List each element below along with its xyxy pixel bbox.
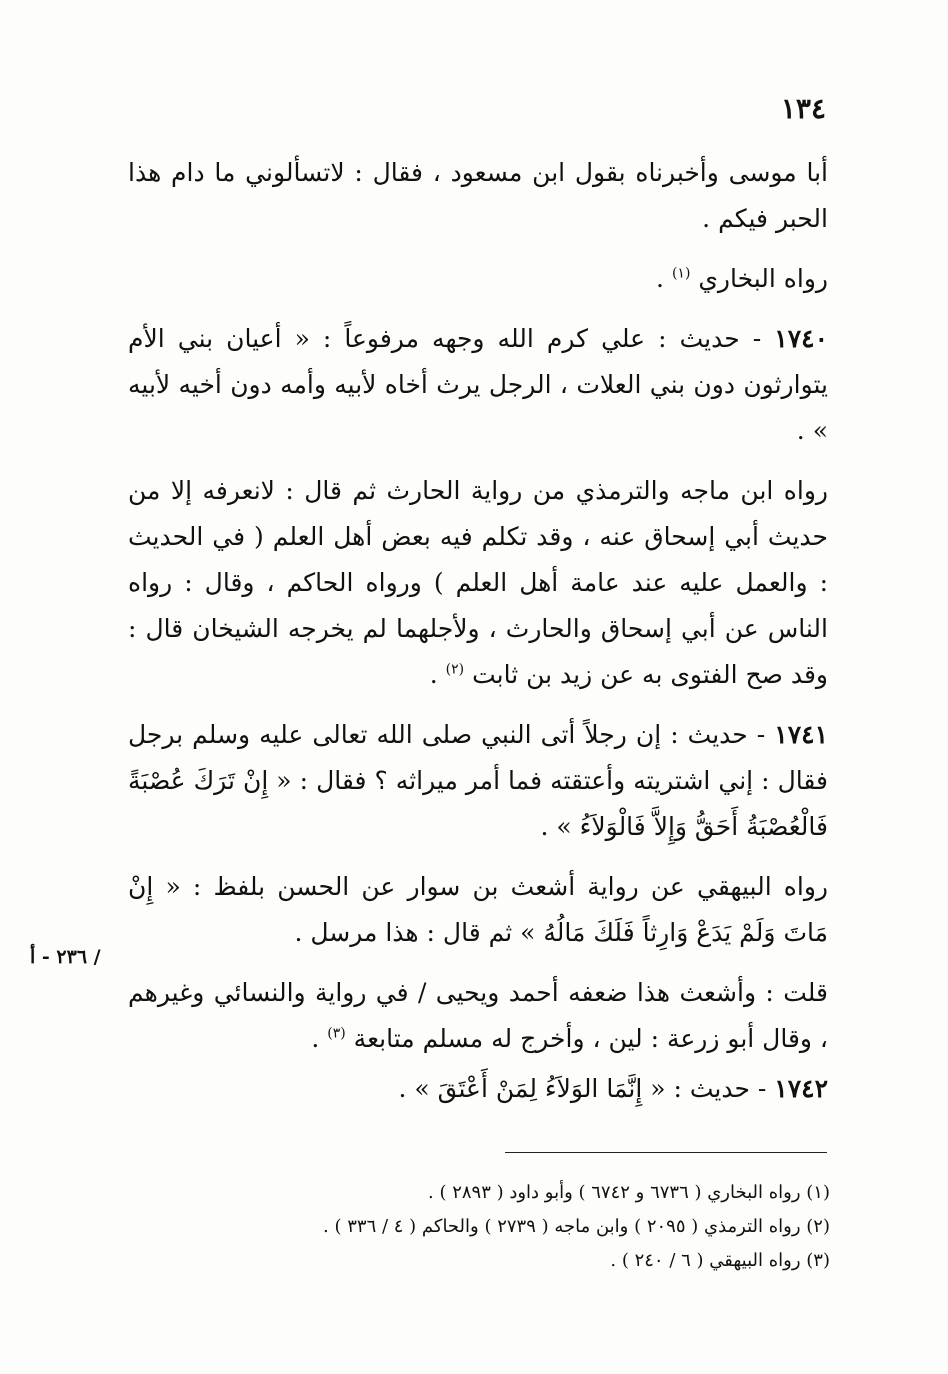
- page-number: ١٣٤: [780, 92, 826, 125]
- hadith-number: ١٧٤٢: [774, 1074, 828, 1103]
- paragraph-text: قلت : وأشعث هذا ضعفه أحمد ويحيى / في رواية والنسائي وغيرهم ، وقال أبو زرعة : لين ، وأخرج له مسلم متابعة: [128, 978, 828, 1053]
- footnote-ref: (١): [671, 265, 691, 282]
- paragraph-text: رواه البخاري: [698, 264, 828, 293]
- footnote-ref: (٣): [327, 1025, 346, 1042]
- hadith-1740: [128, 316, 828, 454]
- paragraph-continuation: [128, 150, 828, 242]
- paragraph-text: رواه ابن ماجه والترمذي من رواية الحارث ثم قال : لانعرفه إلا من حديث أبي إسحاق عنه ، وقد تكلم فيه بعض أهل العلم ( في الحديث : والعمل عليه عند عامة أهل العلم ) ورواه الحاكم ، وقال : رواه الناس عن أبي إسحاق والحارث ، ولأجلهما لم يخرجه الشيخان قال : وقد صح الفتوى به عن زيد بن ثابت: [128, 476, 828, 689]
- footnote-ref: (٢): [445, 661, 465, 678]
- paragraph-source: [128, 256, 828, 302]
- footnote-3: (٣) رواه البيهقي ( ٦ / ٢٤٠ ) .: [610, 1250, 830, 1271]
- paragraph-text: - حديث : « إِنَّمَا الوَلاَءُ لِمَنْ أَعْتَقَ » .: [398, 1074, 775, 1103]
- footnote-divider: [505, 1152, 827, 1153]
- paragraph-tail: .: [311, 1024, 328, 1053]
- paragraph-text: - حديث : إن رجلاً أتى النبي صلى الله تعالى عليه وسلم برجل فقال : إني اشتريته وأعتقته فما أمر ميراثه ؟ فقال : « إِنْ تَرَكَ عُصْبَةً فَالْعُصْبَةُ أَحَقُّ وَإِلاَّ فَالْوَلاَءُ » .: [128, 720, 828, 841]
- hadith-number: ١٧٤٠: [774, 324, 828, 353]
- footnote-2: (٢) رواه الترمذي ( ٢٠٩٥ ) وابن ماجه ( ٢٧٣٩ ) والحاكم ( ٤ / ٣٣٦ ) .: [323, 1216, 830, 1237]
- hadith-number: ١٧٤١: [774, 720, 828, 749]
- hadith-1741: [128, 712, 828, 850]
- footnotes: [130, 1176, 830, 1278]
- paragraph-tail: .: [429, 660, 446, 689]
- body-text: [128, 150, 828, 1126]
- hadith-1742: [128, 1066, 828, 1112]
- paragraph-text: رواه البيهقي عن رواية أشعث بن سوار عن الحسن بلفظ : « إِنْ مَاتَ وَلَمْ يَدَعْ وَارِثاً فَلَكَ مَالُهُ » ثم قال : هذا مرسل .: [128, 872, 828, 947]
- paragraph-note: [128, 970, 828, 1062]
- paragraph-bayhaqi: [128, 864, 828, 956]
- footnote-1: (١) رواه البخاري ( ٦٧٣٦ و ٦٧٤٢ ) وأبو داود ( ٢٨٩٣ ) .: [428, 1182, 830, 1203]
- paragraph-text: أبا موسى وأخبرناه بقول ابن مسعود ، فقال : لاتسألوني ما دام هذا الحبر فيكم .: [128, 158, 828, 233]
- manuscript-folio-note: / ٢٣٦ - أ: [30, 946, 101, 968]
- paragraph-commentary: [128, 468, 828, 698]
- paragraph-tail: .: [656, 264, 672, 293]
- paragraph-text: - حديث : علي كرم الله وجهه مرفوعاً : « أعيان بني الأم يتوارثون دون بني العلات ، الرجل يرث أخاه لأبيه وأمه دون أخيه لأبيه » .: [128, 324, 828, 445]
